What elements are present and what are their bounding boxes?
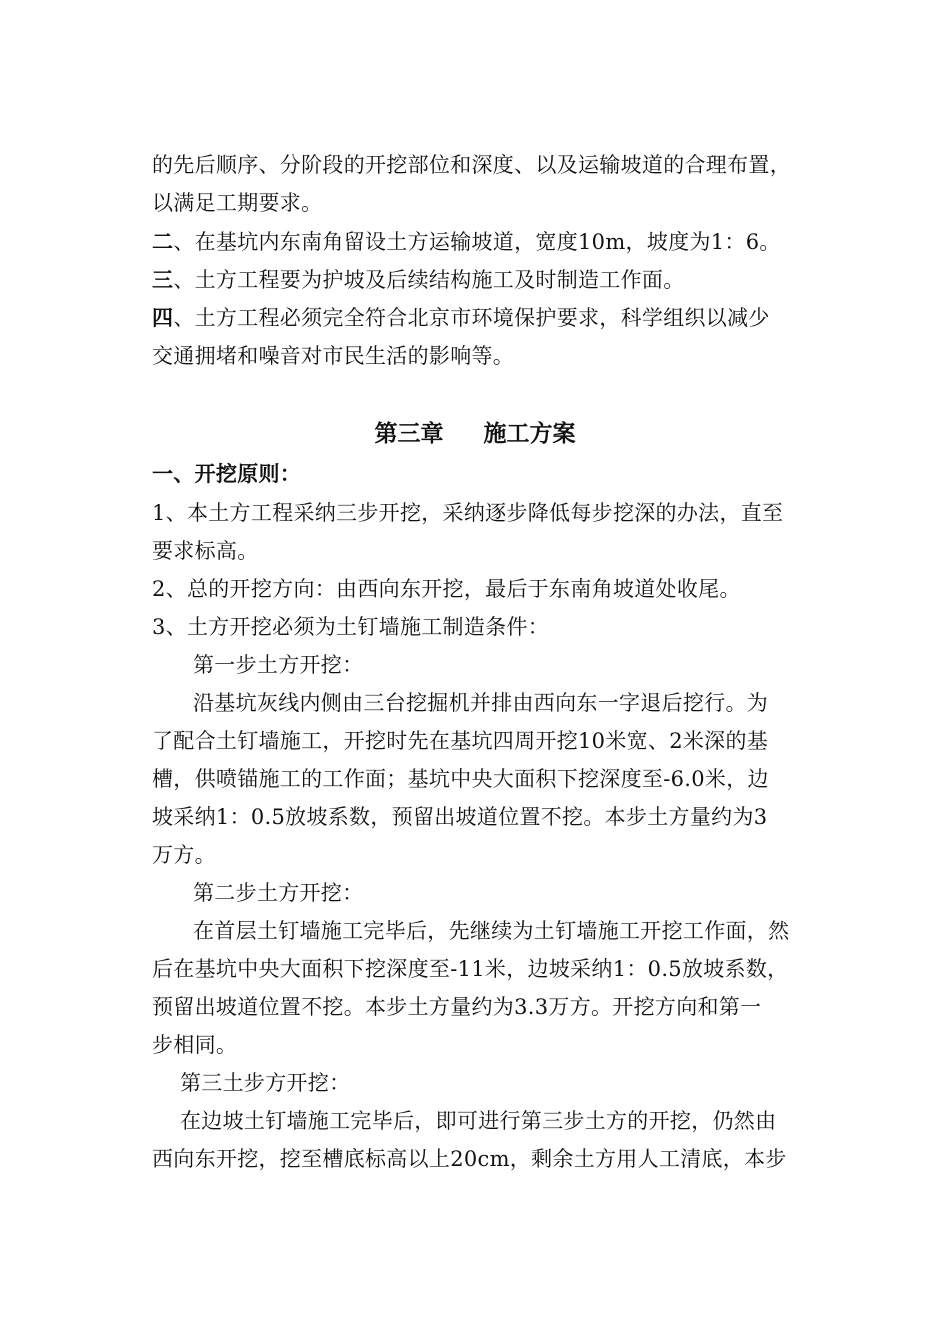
list-item-3 — [152, 266, 852, 294]
paragraph-2: 2、总的开挖方向：由西向东开挖，最后于东南角坡道处收尾。 — [152, 577, 741, 601]
list-item-4 — [152, 304, 852, 332]
step-1-title: 第一步土方开挖： — [193, 653, 364, 677]
list-item-3-label: 三 — [152, 267, 174, 292]
chapter-number: 第三章 — [374, 420, 444, 447]
section-heading: 一、开挖原则： — [152, 461, 302, 486]
step-2-line-2: 后在基坑中央大面积下挖深度至-11米，边坡采纳1：0.5放坡系数， — [152, 957, 789, 981]
paragraph-1-line-1: 1、本土方工程采纳三步开挖，采纳逐步降低每步挖深的办法，直至 — [152, 501, 784, 525]
step-1-line-2: 了配合土钉墙施工，开挖时先在基坑四周开挖10米宽、2米深的基 — [152, 729, 769, 753]
step-3-line-1: 在边坡土钉墙施工完毕后，即可进行第三步土方的开挖，仍然由 — [180, 1109, 777, 1133]
step-2-title: 第二步土方开挖： — [193, 881, 364, 905]
step-1-line-4: 坡采纳1：0.5放坡系数，预留出坡道位置不挖。本步土方量约为3 — [152, 805, 768, 829]
list-item-4-text: 、土方工程必须完全符合北京市环境保护要求，科学组织以减少 — [173, 306, 770, 330]
step-2-line-4: 步相同。 — [152, 1033, 238, 1057]
list-item-2-label: 二 — [152, 229, 174, 254]
list-item-4-continuation: 交通拥堵和噪音对市民生活的影响等。 — [152, 344, 515, 368]
intro-line-1: 的先后顺序、分阶段的开挖部位和深度、以及运输坡道的合理布置， — [152, 153, 791, 177]
chapter-title — [0, 419, 950, 449]
step-1-line-5: 万方。 — [152, 843, 216, 867]
step-1-line-3: 槽，供喷锚施工的工作面；基坑中央大面积下挖深度至-6.0米，边 — [152, 767, 769, 791]
step-2-line-3: 预留出坡道位置不挖。本步土方量约为3.3万方。开挖方向和第一 — [152, 995, 762, 1019]
list-item-2 — [152, 228, 852, 256]
step-3-line-2: 西向东开挖，挖至槽底标高以上20cm，剩余土方用人工清底，本步 — [152, 1147, 787, 1171]
step-3-title: 第三土步方开挖： — [180, 1071, 351, 1095]
chapter-name: 施工方案 — [483, 420, 576, 447]
step-1-line-1: 沿基坑灰线内侧由三台挖掘机并排由西向东一字退后挖行。为 — [193, 691, 769, 715]
paragraph-3: 3、土方开挖必须为土钉墙施工制造条件： — [152, 615, 550, 639]
list-item-3-text: 、土方工程要为护坡及后续结构施工及时制造工作面。 — [173, 268, 685, 292]
step-2-line-1: 在首层土钉墙施工完毕后，先继续为土钉墙施工开挖工作面，然 — [193, 919, 790, 943]
list-item-4-label: 四 — [152, 305, 174, 330]
intro-line-2: 以满足工期要求。 — [152, 191, 323, 215]
paragraph-1-line-2: 要求标高。 — [152, 539, 259, 563]
list-item-2-text: 、在基坑内东南角留设土方运输坡道，宽度10m，坡度为1：6。 — [173, 230, 781, 254]
